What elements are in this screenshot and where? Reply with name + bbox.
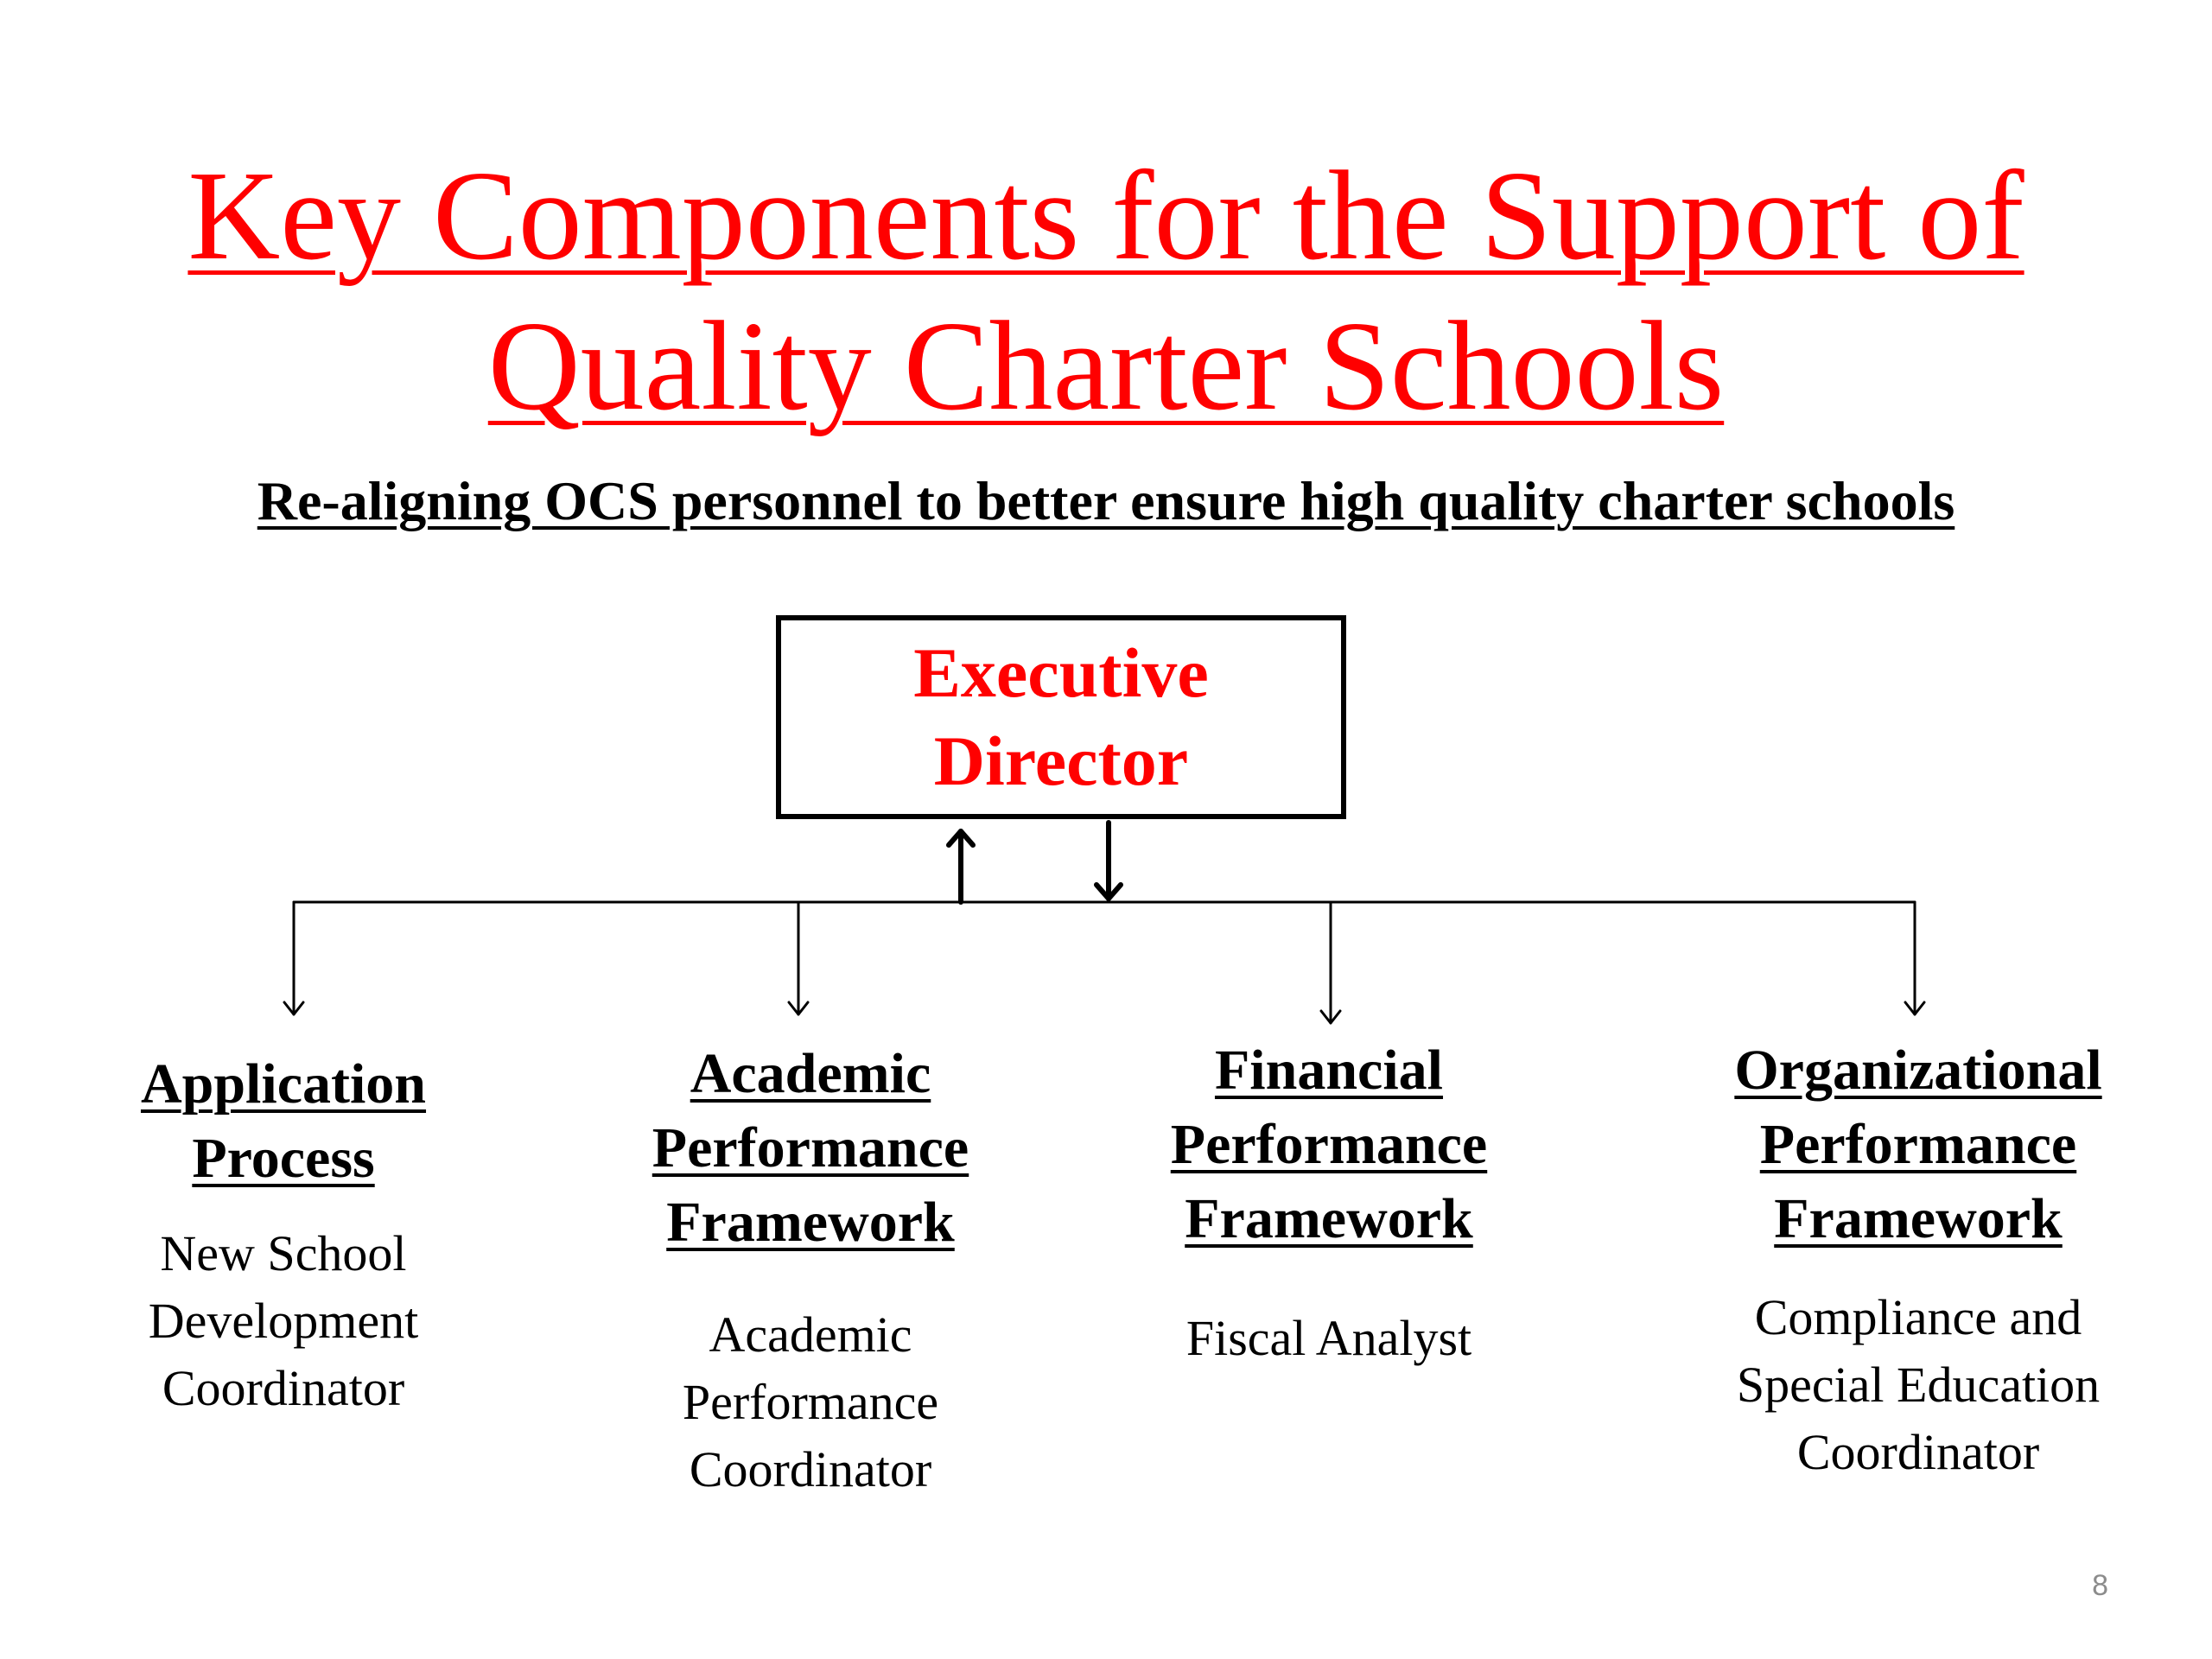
page-number: 8 xyxy=(2092,1569,2108,1602)
column-role-line: Development xyxy=(148,1293,419,1349)
column-organizational-performance-framework xyxy=(1676,1033,2160,1486)
column-application-process xyxy=(41,1047,525,1422)
slide-title-line-2: Quality Charter Schools xyxy=(487,296,1725,437)
column-role xyxy=(41,1220,525,1422)
column-role xyxy=(569,1301,1052,1503)
column-role-line: Coordinator xyxy=(1796,1424,2040,1480)
column-role-line: Academic xyxy=(709,1306,912,1363)
slide-subtitle: Re-aligning OCS personnel to better ensure high quality charter schools xyxy=(257,470,1955,531)
column-role xyxy=(1087,1305,1571,1372)
column-role xyxy=(1676,1284,2160,1486)
column-heading-line: Framework xyxy=(666,1191,955,1254)
column-role-line: Special Education xyxy=(1736,1357,2101,1413)
column-heading xyxy=(1676,1033,2160,1256)
column-role-line: Compliance and xyxy=(1754,1289,2082,1345)
column-role-line: Performance xyxy=(682,1374,939,1430)
column-heading xyxy=(569,1037,1052,1260)
column-heading-line: Academic xyxy=(690,1042,931,1105)
column-heading-line: Framework xyxy=(1774,1187,2063,1250)
column-academic-performance-framework xyxy=(569,1037,1052,1503)
column-role-line: New School xyxy=(160,1225,407,1281)
executive-director-label-line-1: Executive xyxy=(913,632,1209,712)
column-heading xyxy=(41,1047,525,1196)
column-heading-line: Performance xyxy=(1170,1113,1488,1176)
column-heading-line: Process xyxy=(192,1127,375,1190)
column-role-line: Fiscal Analyst xyxy=(1185,1310,1472,1366)
column-role-line: Coordinator xyxy=(689,1441,932,1497)
column-role-line: Coordinator xyxy=(162,1360,405,1416)
column-financial-performance-framework xyxy=(1087,1033,1571,1372)
column-heading-line: Application xyxy=(140,1052,427,1116)
executive-director-label-line-2: Director xyxy=(933,721,1189,800)
column-heading-line: Financial xyxy=(1214,1039,1444,1102)
column-heading-line: Performance xyxy=(1759,1113,2077,1176)
column-heading-line: Organizational xyxy=(1734,1039,2102,1102)
column-heading-line: Framework xyxy=(1185,1187,1473,1250)
column-heading xyxy=(1087,1033,1571,1256)
column-heading-line: Performance xyxy=(652,1116,969,1179)
slide-title-line-1: Key Components for the Support of xyxy=(188,145,2024,287)
